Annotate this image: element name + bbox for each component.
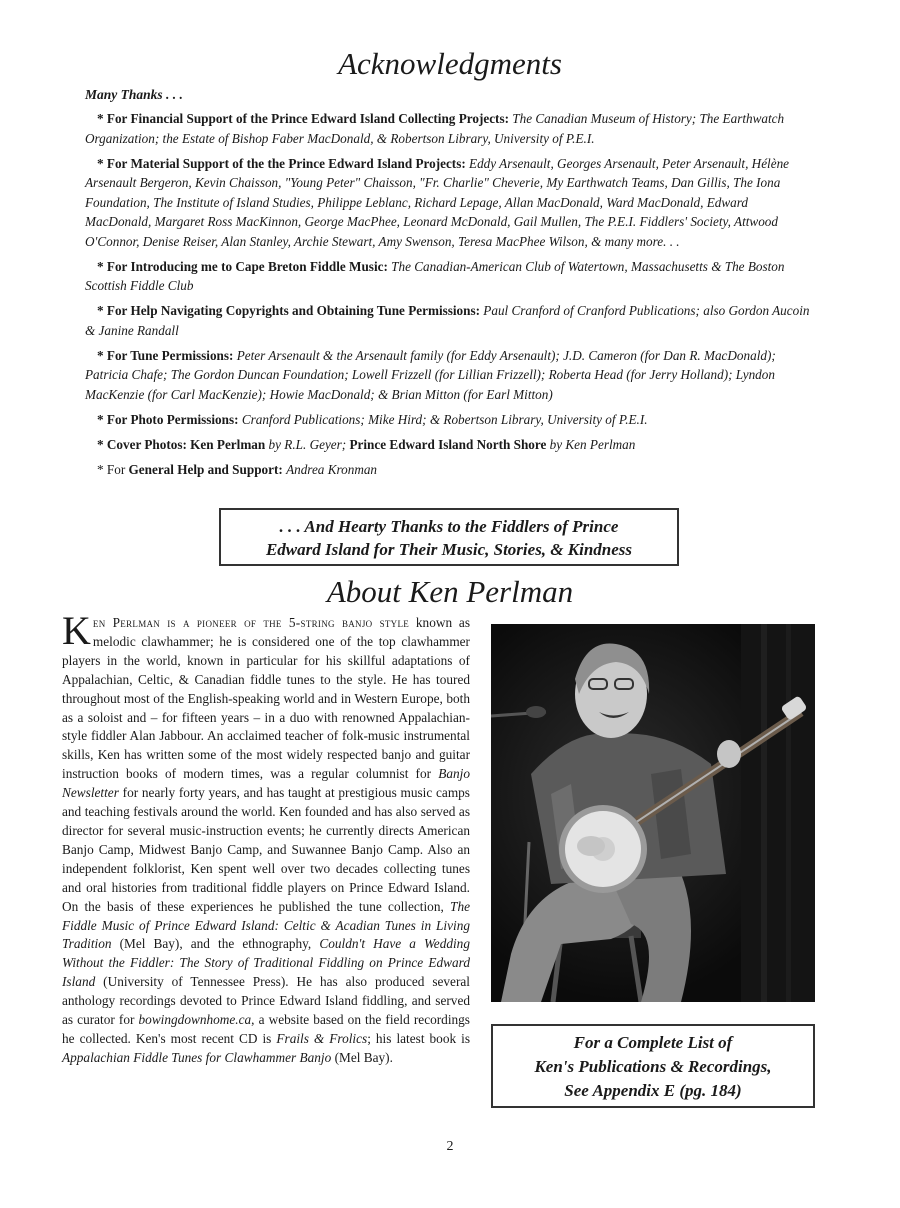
banjo-player-illustration <box>491 624 815 1002</box>
publications-list-box: For a Complete List of Ken's Publications & Recordings, See Appendix E (pg. 184) <box>491 1024 815 1108</box>
ack-item-cover-photos: * Cover Photos: Ken Perlman by R.L. Geyer; Prince Edward Island North Shore by Ken Perlman <box>97 436 636 452</box>
ack-item-material-support: * For Material Support of the the Prince Edward Island Projects: Eddy Arsenault, Georges Arsenault, Peter Arsenault, Hélène Arsenault Bergeron, Kevin Chaisson, "Young Peter" Chaisson, "Fr. Charlie" Cheverie, My Earthwatch Teams, Dan Gillis, The Iona Foundation, The Institute of Island Studies, Philippe Leblanc, Richard Lepage, Allan MacDonald, Ward MacDonald, Edward MacDonald, Margaret Ross MacKinnon, George MacPhee, Leonard McDonald, Gail Mullen, The P.E.I. Fiddlers' Society, Attwood O'Connor, Denise Reiser, Alan Stanley, Archie Stewart, Amy Swenson, Teresa MacPhee Wilson, & many more. . . <box>85 155 790 249</box>
ack-item-copyrights: * For Help Navigating Copyrights and Obtaining Tune Permissions: Paul Cranford of Cranford Publications; also Gordon Aucoin & Janine Randall <box>85 303 810 338</box>
acknowledgments-list <box>85 109 815 485</box>
ack-item-photo-permissions: * For Photo Permissions: Cranford Publications; Mike Hird; & Robertson Library, University of P.E.I. <box>97 411 648 427</box>
about-bio-text: Ken Perlman is a pioneer of the 5-string banjo style known as melodic clawhammer; he is considered one of the top clawhammer players in the world, known in particular for his skillful adaptations of Appalachian, Celtic, & Canadian fiddle tunes to the style. He has toured throughout most of the English-speaking world and in Western Europe, both as a soloist and – for fifteen years – in a duo with renowned Appalachian-style fiddler Alan Jabbour. An acclaimed teacher of folk-music instrumental skills, Ken has written some of the most widely respected banjo and guitar instruction books of modern times, was a regular columnist for Banjo Newsletter for nearly forty years, and has taught at prestigious music camps and teaching festivals around the world. Ken founded and has also served as director for several music-instruction events; he currently directs American Banjo Camp, Midwest Banjo Camp, and Suwannee Banjo Camp. Also an independent folklorist, Ken spent well over two decades collecting tunes and oral histories from traditional fiddle players on Prince Edward Island. On the basis of these experiences he published the tune collection, The Fiddle Music of Prince Edward Island: Celtic & Acadian Tunes in Living Tradition (Mel Bay), and the ethnography, Couldn't Have a Wedding Without the Fiddler: The Story of Traditional Fiddling on Prince Edward Island (University of Tennessee Press). He has also produced several anthology recordings devoted to Prince Edward Island fiddling, and served as curator for bowingdownhome.ca, a website based on the field recordings he collected. Ken's most recent CD is Frails & Frolics; his latest book is Appalachian Fiddle Tunes for Clawhammer Banjo (Mel Bay). <box>62 608 471 1065</box>
drop-cap: K <box>62 608 91 653</box>
ack-item-cape-breton: * For Introducing me to Cape Breton Fiddle Music: The Canadian-American Club of Watertown, Massachusetts & The Boston Scottish Fiddle Club <box>85 258 785 293</box>
hearty-thanks-box: . . . And Hearty Thanks to the Fiddlers of Prince Edward Island for Their Music, Stories, & Kindness <box>219 508 679 566</box>
ack-item-financial-support: * For Financial Support of the Prince Edward Island Collecting Projects: The Canadian Museum of History; The Earthwatch Organization; the Estate of Bishop Faber MacDonald, & Robertson Library, University of P.E.I. <box>85 111 785 146</box>
ken-perlman-photo <box>491 624 815 1002</box>
ack-item-tune-permissions: * For Tune Permissions: Peter Arsenault & the Arsenault family (for Eddy Arsenault); J.D. Cameron (for Dan R. MacDonald); Patricia Chafe; The Gordon Duncan Foundation; Lowell Frizzell (for Lillian Frizzell); Roberta Head (for Jerry Holland); Lyndon MacKenzie (for Carl MacKenzie); Howie MacDonald; & Brian Mitton (for Earl Mitton) <box>85 347 776 402</box>
many-thanks-lead: Many Thanks . . . <box>85 87 183 102</box>
ack-item-general-help: * For General Help and Support: Andrea Kronman <box>97 461 378 477</box>
about-title: About Ken Perlman <box>326 574 574 609</box>
acknowledgments-title: Acknowledgments <box>338 46 562 81</box>
page-number: 2 <box>446 1139 454 1154</box>
